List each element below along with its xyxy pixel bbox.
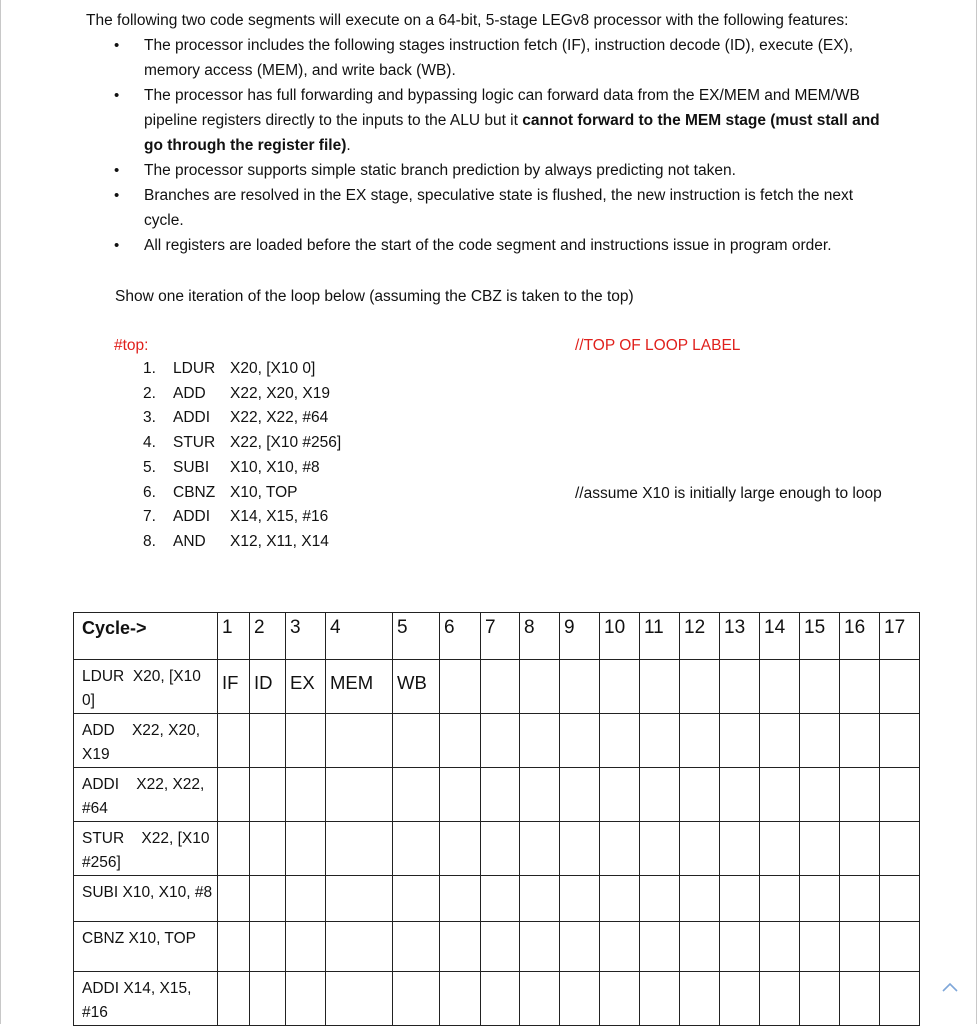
stage-cell[interactable]	[326, 972, 393, 1026]
stage-cell[interactable]	[880, 876, 920, 922]
stage-cell[interactable]	[840, 876, 880, 922]
stage-cell[interactable]	[800, 714, 840, 768]
cycle-header-row	[74, 613, 920, 660]
instruction-label: ADD X22, X20, X19	[74, 714, 218, 768]
stage-cell[interactable]	[760, 876, 800, 922]
stage-cell[interactable]	[481, 922, 520, 972]
stage-cell[interactable]	[326, 922, 393, 972]
stage-cell[interactable]	[640, 660, 680, 714]
stage-cell[interactable]	[286, 768, 326, 822]
stage-cell[interactable]	[720, 714, 760, 768]
top-label: #top:	[114, 337, 149, 354]
stage-cell[interactable]	[560, 768, 600, 822]
feature-item: • The processor supports simple static branch prediction by always predicting not taken.	[114, 158, 914, 183]
stage-cell[interactable]	[840, 768, 880, 822]
stage-cell[interactable]	[481, 822, 520, 876]
stage-cell[interactable]	[560, 922, 600, 972]
instruction-row	[74, 768, 920, 822]
stage-cell[interactable]	[720, 972, 760, 1026]
stage-cell[interactable]	[680, 768, 720, 822]
stage-cell[interactable]	[481, 768, 520, 822]
instruction-label: SUBI X10, X10, #8	[74, 876, 218, 922]
stage-cell[interactable]	[218, 922, 250, 972]
feature-item: • The processor has full forwarding and bypassing logic can forward data from the EX/MEM and MEM/WB pipeline registers directly to the inputs to the ALU but it cannot forward to the MEM stage (must stall and go through the register file).	[114, 83, 914, 158]
stage-cell[interactable]: EX	[286, 660, 326, 714]
instruction-label: STUR X22, [X10 #256]	[74, 822, 218, 876]
stage-cell[interactable]	[640, 922, 680, 972]
stage-cell[interactable]	[326, 822, 393, 876]
stage-cell[interactable]	[440, 876, 481, 922]
stage-cell[interactable]	[218, 876, 250, 922]
stage-cell[interactable]: ID	[250, 660, 286, 714]
feature-item: • The processor includes the following stages instruction fetch (IF), instruction decode (ID), execute (EX), memory access (MEM), and write back (WB).	[114, 33, 914, 83]
stage-cell[interactable]	[440, 972, 481, 1026]
stage-cell[interactable]	[250, 768, 286, 822]
stage-cell[interactable]	[393, 922, 440, 972]
stage-cell[interactable]	[880, 822, 920, 876]
stage-cell[interactable]	[720, 822, 760, 876]
stage-cell[interactable]	[600, 714, 640, 768]
stage-cell[interactable]	[680, 972, 720, 1026]
stage-cell[interactable]	[680, 822, 720, 876]
stage-cell[interactable]	[326, 768, 393, 822]
intro-paragraph: The following two code segments will execute on a 64-bit, 5-stage LEGv8 processor with the following features:	[86, 12, 849, 29]
cycle-header-label: Cycle->	[74, 613, 218, 660]
instruction-label: CBNZ X10, TOP	[74, 922, 218, 972]
stage-cell[interactable]	[520, 876, 560, 922]
stage-cell[interactable]	[880, 972, 920, 1026]
stage-cell[interactable]	[560, 660, 600, 714]
stage-cell[interactable]	[520, 922, 560, 972]
stage-cell[interactable]	[250, 972, 286, 1026]
stage-cell[interactable]	[840, 972, 880, 1026]
cycle-number: 11	[640, 613, 680, 660]
instruction-prompt: Show one iteration of the loop below (assuming the CBZ is taken to the top)	[115, 288, 634, 305]
stage-cell[interactable]	[393, 876, 440, 922]
stage-cell[interactable]	[520, 714, 560, 768]
stage-cell[interactable]	[600, 876, 640, 922]
stage-cell[interactable]	[880, 922, 920, 972]
stage-cell[interactable]	[760, 768, 800, 822]
stage-cell[interactable]	[326, 876, 393, 922]
stage-cell[interactable]	[840, 660, 880, 714]
instruction-label: ADDI X14, X15, #16	[74, 972, 218, 1026]
code-line: 1. LDUR X20, [X10 0]	[143, 360, 316, 377]
stage-cell[interactable]	[286, 822, 326, 876]
instruction-label: LDUR X20, [X10 0]	[74, 660, 218, 714]
code-line: 8. AND X12, X11, X14	[143, 532, 329, 550]
cycle-number: 6	[440, 613, 481, 660]
stage-cell[interactable]	[840, 922, 880, 972]
stage-cell[interactable]	[393, 822, 440, 876]
cycle-number: 17	[880, 613, 920, 660]
instruction-row	[74, 822, 920, 876]
stage-cell[interactable]	[481, 714, 520, 768]
feature-item: • All registers are loaded before the start of the code segment and instructions issue in program order.	[114, 233, 914, 258]
stage-cell[interactable]	[481, 876, 520, 922]
stage-cell[interactable]	[326, 714, 393, 768]
stage-cell[interactable]	[760, 822, 800, 876]
stage-cell[interactable]	[218, 822, 250, 876]
stage-cell[interactable]	[250, 822, 286, 876]
stage-cell[interactable]	[218, 972, 250, 1026]
stage-cell[interactable]	[440, 660, 481, 714]
stage-cell[interactable]	[760, 660, 800, 714]
feature-list	[114, 33, 914, 258]
stage-cell[interactable]: WB	[393, 660, 440, 714]
cycle-number: 12	[680, 613, 720, 660]
cycle-number: 15	[800, 613, 840, 660]
stage-cell[interactable]	[680, 714, 720, 768]
cycle-number: 10	[600, 613, 640, 660]
stage-cell[interactable]	[218, 714, 250, 768]
cycle-number: 5	[393, 613, 440, 660]
bold-emphasis: cannot forward to the MEM stage (must stall and	[522, 112, 880, 129]
stage-cell[interactable]: MEM	[326, 660, 393, 714]
stage-cell[interactable]	[520, 972, 560, 1026]
stage-cell[interactable]	[560, 876, 600, 922]
stage-cell[interactable]	[560, 972, 600, 1026]
stage-cell[interactable]	[840, 714, 880, 768]
stage-cell[interactable]	[640, 822, 680, 876]
stage-cell[interactable]	[840, 822, 880, 876]
code-listing	[143, 357, 341, 555]
stage-cell[interactable]	[440, 768, 481, 822]
stage-cell[interactable]	[393, 714, 440, 768]
stage-cell[interactable]	[720, 922, 760, 972]
code-line: 7. ADDI X14, X15, #16	[143, 508, 329, 526]
stage-cell[interactable]	[600, 768, 640, 822]
stage-cell[interactable]	[286, 922, 326, 972]
instruction-row	[74, 876, 920, 922]
cycle-number: 16	[840, 613, 880, 660]
stage-cell[interactable]	[481, 660, 520, 714]
stage-cell[interactable]	[218, 768, 250, 822]
cycle-number: 8	[520, 613, 560, 660]
stage-cell[interactable]	[286, 972, 326, 1026]
cycle-number: 9	[560, 613, 600, 660]
stage-cell[interactable]	[440, 822, 481, 876]
bold-emphasis: go through the register file)	[144, 137, 347, 154]
cycle-number: 3	[286, 613, 326, 660]
stage-cell[interactable]: IF	[218, 660, 250, 714]
stage-cell[interactable]	[250, 876, 286, 922]
stage-cell[interactable]	[880, 714, 920, 768]
stage-cell[interactable]	[680, 660, 720, 714]
stage-cell[interactable]	[250, 714, 286, 768]
page-edge-left	[0, 0, 1, 1024]
stage-cell[interactable]	[520, 822, 560, 876]
stage-cell[interactable]	[800, 876, 840, 922]
stage-cell[interactable]	[880, 660, 920, 714]
stage-cell[interactable]	[760, 972, 800, 1026]
stage-cell[interactable]	[800, 660, 840, 714]
stage-cell[interactable]	[760, 714, 800, 768]
stage-cell[interactable]	[800, 972, 840, 1026]
stage-cell[interactable]	[600, 660, 640, 714]
cycle-number: 13	[720, 613, 760, 660]
stage-cell[interactable]	[680, 922, 720, 972]
stage-cell[interactable]	[680, 876, 720, 922]
code-line: 4. STUR X22, [X10 #256]	[143, 434, 342, 452]
stage-cell[interactable]	[640, 714, 680, 768]
stage-cell[interactable]	[286, 876, 326, 922]
instruction-row	[74, 972, 920, 1026]
assume-comment: //assume X10 is initially large enough to loop	[575, 485, 882, 502]
stage-cell[interactable]	[720, 876, 760, 922]
stage-cell[interactable]	[760, 922, 800, 972]
stage-cell[interactable]	[640, 876, 680, 922]
stage-cell[interactable]	[800, 822, 840, 876]
cycle-number: 1	[218, 613, 250, 660]
stage-cell[interactable]	[640, 768, 680, 822]
stage-cell[interactable]	[560, 714, 600, 768]
stage-cell[interactable]	[880, 768, 920, 822]
code-line: 3. ADDI X22, X22, #64	[143, 409, 329, 427]
code-line: 5. SUBI X10, X10, #8	[143, 458, 320, 476]
stage-cell[interactable]	[393, 972, 440, 1026]
cycle-number: 14	[760, 613, 800, 660]
code-line: 6. CBNZ X10, TOP	[143, 483, 298, 501]
stage-cell[interactable]	[520, 660, 560, 714]
stage-cell[interactable]	[800, 922, 840, 972]
stage-cell[interactable]	[600, 922, 640, 972]
pipeline-table	[73, 612, 920, 1026]
cycle-number: 7	[481, 613, 520, 660]
stage-cell[interactable]	[720, 768, 760, 822]
top-comment: //TOP OF LOOP LABEL	[575, 337, 741, 354]
feature-item: • Branches are resolved in the EX stage, speculative state is flushed, the new instruction is fetch the next cycle.	[114, 183, 914, 233]
stage-cell[interactable]	[520, 768, 560, 822]
stage-cell[interactable]	[250, 922, 286, 972]
instruction-row	[74, 922, 920, 972]
stage-cell[interactable]	[800, 768, 840, 822]
stage-cell[interactable]	[440, 922, 481, 972]
stage-cell[interactable]	[720, 660, 760, 714]
instruction-row	[74, 660, 920, 714]
stage-cell[interactable]	[393, 768, 440, 822]
stage-cell[interactable]	[600, 822, 640, 876]
instruction-label: ADDI X22, X22, #64	[74, 768, 218, 822]
chevron-up-icon[interactable]	[941, 980, 959, 994]
stage-cell[interactable]	[481, 972, 520, 1026]
stage-cell[interactable]	[600, 972, 640, 1026]
cycle-number: 2	[250, 613, 286, 660]
stage-cell[interactable]	[440, 714, 481, 768]
code-line: 2. ADD X22, X20, X19	[143, 384, 330, 402]
instruction-row	[74, 714, 920, 768]
cycle-number: 4	[326, 613, 393, 660]
stage-cell[interactable]	[640, 972, 680, 1026]
stage-cell[interactable]	[560, 822, 600, 876]
stage-cell[interactable]	[286, 714, 326, 768]
